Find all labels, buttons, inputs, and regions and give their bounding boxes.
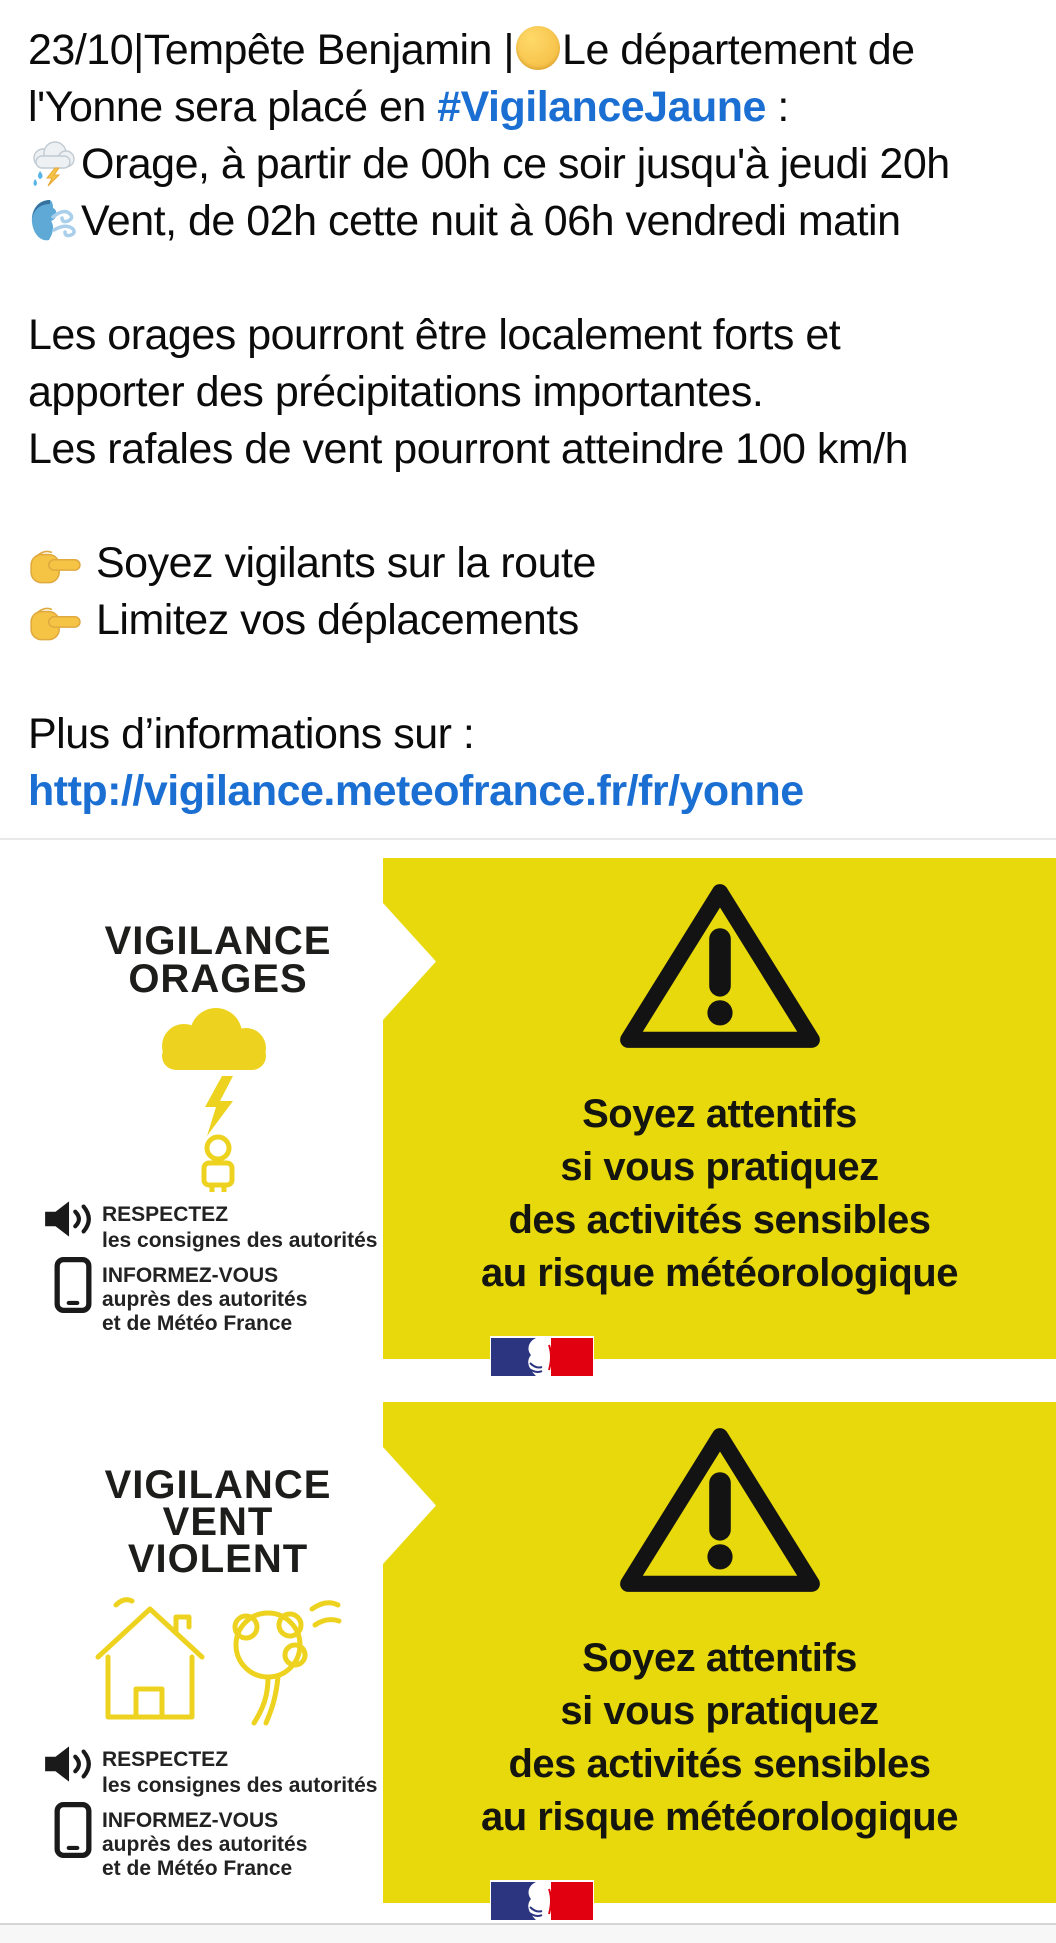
- post-line-2: [28, 79, 1036, 136]
- french-government-logo: [490, 1880, 594, 1922]
- media-divider: [0, 838, 1056, 840]
- inform-sub: auprès des autorités: [102, 1288, 308, 1311]
- warning-triangle-icon: [609, 1420, 831, 1605]
- french-government-logo: [490, 1336, 594, 1378]
- blank-line: [28, 649, 1036, 706]
- post-line-1: [28, 22, 1036, 79]
- smartphone-icon: [54, 1256, 92, 1319]
- post-line-2-text: l'Yonne sera placé en: [28, 83, 438, 131]
- storm-person-icon: [142, 1002, 292, 1197]
- respect-title: RESPECTEZ: [102, 1748, 229, 1771]
- post-text: [28, 22, 1036, 820]
- yellow-alert-panel: [383, 1402, 1056, 1903]
- respect-sub: les consignes des autorités: [102, 1229, 378, 1252]
- post-line-storm: [28, 136, 1036, 193]
- hashtag-vigilancejaune-link[interactable]: #VigilanceJaune: [437, 83, 766, 131]
- post-line-1-text: 23/10|Tempête Benjamin |: [28, 26, 515, 74]
- panel-notch: [383, 1447, 436, 1564]
- alert-message: [383, 1632, 1056, 1844]
- pointing-right-emoji: [28, 546, 82, 586]
- post-body-line-3: Les rafales de vent pourront atteindre 100 km/h: [28, 425, 909, 473]
- vigilance-url-link[interactable]: http://vigilance.meteofrance.fr/fr/yonne: [28, 767, 804, 815]
- alert-message-line: des activités sensibles: [508, 1742, 931, 1786]
- panel-notch: [383, 903, 436, 1020]
- post-line-storm-text: Orage, à partir de 00h ce soir jusqu'à jeudi 20h: [81, 140, 950, 188]
- alert-message: [383, 1088, 1056, 1300]
- respect-sub: les consignes des autorités: [102, 1774, 378, 1797]
- respect-title: RESPECTEZ: [102, 1203, 229, 1226]
- inform-sub: auprès des autorités: [102, 1833, 308, 1856]
- post-body-line-1: Les orages pourront être localement forts et: [28, 311, 841, 359]
- title-line: VIGILANCE: [104, 919, 332, 963]
- wind-face-emoji: [28, 196, 78, 244]
- bottom-strip: [0, 1925, 1056, 1943]
- yellow-alert-panel: [383, 858, 1056, 1359]
- infographic-orages-image[interactable]: [0, 856, 1056, 1401]
- inform-title: INFORMEZ-VOUS: [102, 1809, 279, 1832]
- alert-message-line: au risque météorologique: [481, 1251, 958, 1295]
- blank-line: [28, 250, 1036, 307]
- smartphone-icon: [54, 1801, 92, 1864]
- pointing-right-emoji: [28, 603, 82, 643]
- title-line: VIOLENT: [127, 1537, 309, 1581]
- post-tip-2: [28, 592, 1036, 649]
- blank-line: [28, 478, 1036, 535]
- infographic-vent-title: [30, 1463, 406, 1581]
- inform-text: [102, 1809, 307, 1881]
- speaker-icon: [42, 1743, 94, 1790]
- inform-text: [102, 1264, 307, 1336]
- speaker-icon: [42, 1198, 94, 1245]
- alert-message-line: Soyez attentifs: [582, 1636, 857, 1680]
- post-line-wind: [28, 193, 1036, 250]
- alert-message-line: Soyez attentifs: [582, 1092, 857, 1136]
- title-line: VIGILANCE: [104, 1463, 332, 1507]
- post-line-2-text2: :: [765, 83, 789, 131]
- post-tip-2-text: Limitez vos déplacements: [96, 596, 579, 644]
- post-line-1-text2: Le département de: [562, 26, 915, 74]
- respect-text: [102, 1747, 377, 1799]
- alert-message-line: si vous pratiquez: [560, 1145, 879, 1189]
- infographic-orages-title: [30, 919, 406, 1001]
- respect-text: [102, 1202, 377, 1254]
- post-line-wind-text: Vent, de 02h cette nuit à 06h vendredi matin: [81, 197, 901, 245]
- title-line: VENT: [162, 1500, 274, 1544]
- post-more-info: Plus d’informations sur :: [28, 710, 475, 758]
- post-tip-1: [28, 535, 1036, 592]
- inform-title: INFORMEZ-VOUS: [102, 1264, 279, 1287]
- post-link-line: [28, 763, 1036, 820]
- alert-message-line: des activités sensibles: [508, 1198, 931, 1242]
- post-body-line-2: apporter des précipitations importantes.: [28, 368, 764, 416]
- post-tip-1-text: Soyez vigilants sur la route: [96, 539, 596, 587]
- title-line: ORAGES: [128, 957, 308, 1001]
- storm-cloud-emoji: [28, 139, 78, 187]
- house-tree-wind-icon: [88, 1593, 343, 1734]
- inform-sub: et de Météo France: [102, 1312, 293, 1335]
- warning-triangle-icon: [609, 876, 831, 1061]
- inform-sub: et de Météo France: [102, 1857, 293, 1880]
- alert-message-line: si vous pratiquez: [560, 1689, 879, 1733]
- yellow-circle-emoji: [516, 26, 560, 70]
- alert-message-line: au risque météorologique: [481, 1795, 958, 1839]
- infographic-vent-violent-image[interactable]: [0, 1401, 1056, 1943]
